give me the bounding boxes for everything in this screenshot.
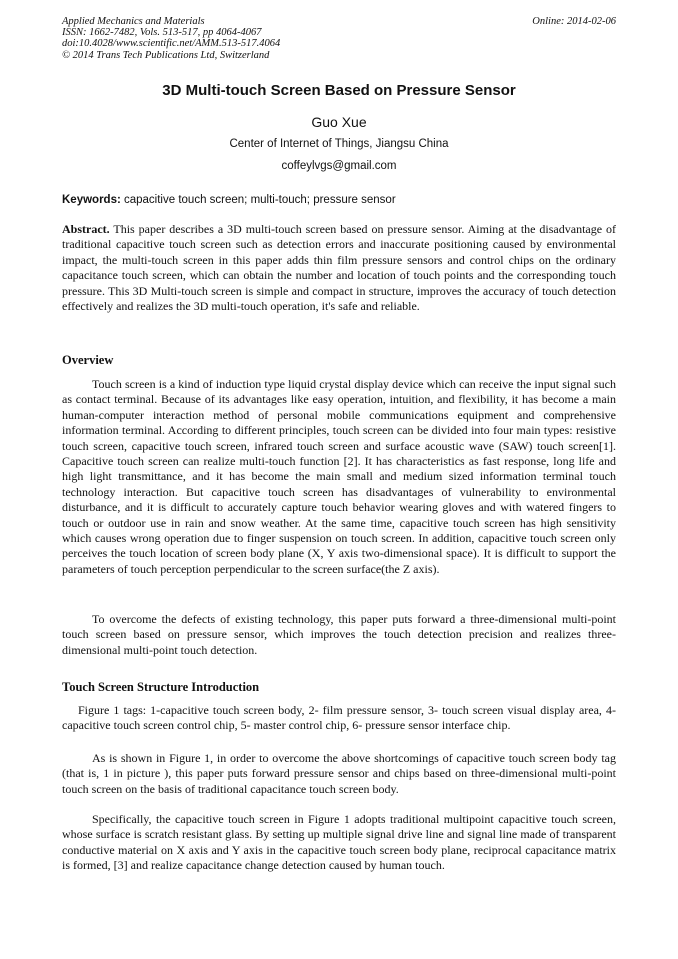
overview-paragraph-2: To overcome the defects of existing technology, this paper puts forward a three-dimensional multi-point touch screen based on pressure sensor, which improves the touch detection precision and realizes three-dimensional multi-point touch detection.	[62, 612, 616, 657]
keywords-text: capacitive touch screen; multi-touch; pressure sensor	[124, 194, 396, 206]
doi-line: doi:10.4028/www.scientific.net/AMM.513-517.4064	[62, 38, 281, 50]
structure-paragraph-1: Figure 1 tags: 1-capacitive touch screen body, 2- film pressure sensor, 3- touch screen visual display area, 4-capacitive touch screen control chip, 5- master control chip, 6- pressure sensor interface chip.	[62, 703, 616, 733]
structure-paragraph-3: Specifically, the capacitive touch screen in Figure 1 adopts traditional multipoint capacitive touch screen, whose surface is scratch resistant glass. By setting up multiple signal drive line and signal line made of transparent conductive material on X axis and Y axis in the capacitive touch screen body plane, reciprocal capacitance matrix is formed, [3] and realize capacitance change detection caused by human touch.	[62, 812, 616, 873]
abstract-label: Abstract.	[62, 222, 110, 236]
abstract-text: This paper describes a 3D multi-touch screen based on pressure sensor. Aiming at the disadvantage of traditional capacitive touch screen such as detection errors and inaccurate positioning caused by environmental impact, the multi-touch screen in this paper adds thin film pressure sensors and control chips on the ordinary capacitance touch screen, which can obtain the number and location of touch points and the corresponding touch pressure. This 3D Multi-touch screen is simple and compact in structure, improves the accuracy of touch detection effectively and realizes the 3D multi-touch operation, it's safe and reliable.	[62, 222, 616, 314]
overview-paragraph-1: Touch screen is a kind of induction type liquid crystal display device which can receive the input signal such as contact terminal. Because of its advantages like easy operation, intuition, and flexibility, it has become a main human-computer interaction method of personal mobile communications equipment and comprehensive information terminal. According to different principles, touch screen can be divided into four main types: resistive touch screen, capacitive touch screen, infrared touch screen and surface acoustic wave (SAW) touch screen[1]. Capacitive touch screen can realize multi-touch function [2]. It has characteristics as fast response, long life and high light transmittance, and it has become the main small and medium sized information terminal touch technology interaction. But capacitive touch screen has disadvantages of vulnerability to environmental disturbance, and it is difficult to accurately capture touch behavior wearing gloves and with watered fingers to touch or outdoor use in rain and snow weather. At the same time, capacitive touch screen has high sensitivity which causes wrong operation due to finger suspension on touch screen. In addition, capacitive touch screen only perceives the touch location of screen body plane (X, Y axis two-dimensional space). It is difficult to support the parameters of touch perception perpendicular to the screen surface(the Z axis).	[62, 377, 616, 576]
author-email: coffeylvgs@gmail.com	[281, 160, 397, 172]
online-date: Online: 2014-02-06	[532, 16, 616, 27]
abstract	[62, 222, 616, 314]
keywords-label: Keywords:	[62, 194, 121, 206]
author-name: Guo Xue	[311, 114, 367, 130]
journal-header	[62, 16, 616, 61]
structure-paragraph-2: As is shown in Figure 1, in order to overcome the above shortcomings of capacitive touch screen body tag (that is, 1 in picture ), this paper puts forward pressure sensor and chips based on three-dimensional multi-point touch screen on the basis of traditional capacitance touch screen body.	[62, 751, 616, 796]
journal-name: Applied Mechanics and Materials	[62, 16, 205, 27]
overview-heading: Overview	[62, 353, 114, 367]
structure-heading: Touch Screen Structure Introduction	[62, 680, 260, 694]
paper-title: 3D Multi-touch Screen Based on Pressure Sensor	[162, 82, 516, 99]
keywords	[62, 194, 616, 206]
author-affiliation: Center of Internet of Things, Jiangsu China	[229, 138, 449, 150]
copyright-line: © 2014 Trans Tech Publications Ltd, Switzerland	[62, 49, 270, 61]
issn-line: ISSN: 1662-7482, Vols. 513-517, pp 4064-4067	[62, 27, 262, 39]
